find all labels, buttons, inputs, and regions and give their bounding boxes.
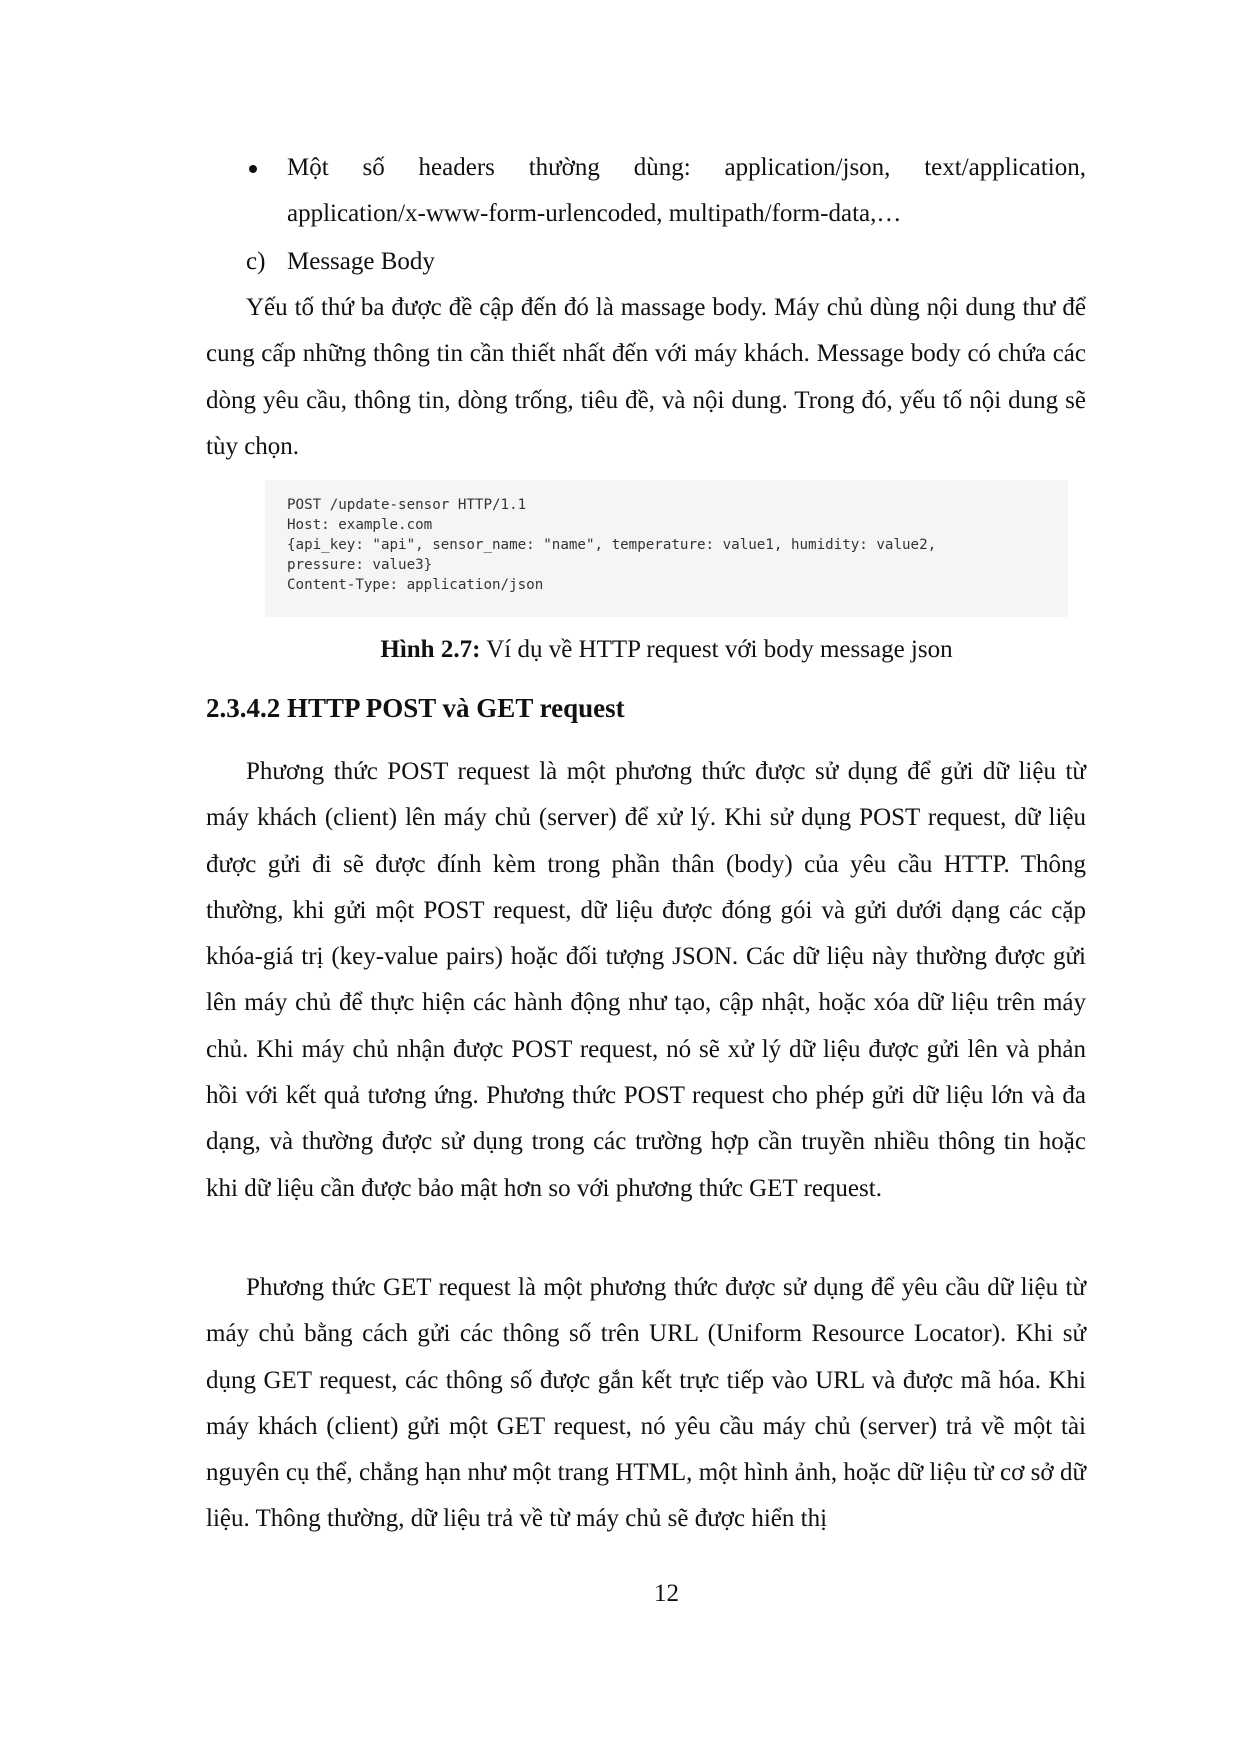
code-line: {api_key: "api", sensor_name: "name", temperature: value1, humidity: value2,: [287, 537, 937, 553]
code-block: [265, 480, 1068, 617]
code-line: Content-Type: application/json: [287, 577, 544, 593]
code-line: pressure: value3}: [287, 557, 433, 573]
bullet-line-2: application/x-www-form-urlencoded, multipath/form-data,…: [287, 200, 902, 227]
caption-text: Ví dụ về HTTP request với body message json: [480, 636, 953, 663]
figure-caption: [0, 633, 1241, 667]
code-line: Host: example.com: [287, 517, 433, 533]
bullet-dot-icon: [249, 165, 257, 173]
subsection-label: Message Body: [287, 248, 435, 275]
paragraph-message-body: Yếu tố thứ ba được đề cập đến đó là massage body. Máy chủ dùng nội dung thư để cung cấp những thông tin cần thiết nhất đến với máy khách. Message body có chứa các dòng yêu cầu, thông tin, dòng trống, tiêu đề, và nội dung. Trong đó, yếu tố nội dung sẽ tùy chọn.: [206, 294, 1086, 460]
caption-label: Hình 2.7:: [380, 636, 481, 663]
section-heading: 2.3.4.2 HTTP POST và GET request: [206, 693, 625, 723]
page-number: 12: [654, 1580, 679, 1607]
subsection-marker: c): [246, 248, 266, 275]
subsection-title: [246, 239, 435, 285]
paragraph-get-request: Phương thức GET request là một phương thức được sử dụng để yêu cầu dữ liệu từ máy chủ bằng cách gửi các thông số trên URL (Uniform Resource Locator). Khi sử dụng GET request, các thông số được gắn kết trực tiếp vào URL và được mã hóa. Khi máy khách (client) gửi một GET request, nó yêu cầu máy chủ (server) trả về một tài nguyên cụ thể, chẳng hạn như một trang HTML, một hình ảnh, hoặc dữ liệu từ cơ sở dữ liệu. Thông thường, dữ liệu trả về từ máy chủ sẽ được hiển thị: [206, 1274, 1086, 1533]
code-line: POST /update-sensor HTTP/1.1: [287, 497, 527, 513]
bullet-item-headers: [246, 145, 1086, 237]
bullet-text: [287, 145, 1086, 237]
bullet-line-1: Một số headers thường dùng: application/json, text/application,: [287, 154, 1086, 181]
paragraph-post-request: Phương thức POST request là một phương thức được sử dụng để gửi dữ liệu từ máy khách (client) lên máy chủ (server) để xử lý. Khi sử dụng POST request, dữ liệu được gửi đi sẽ được đính kèm trong phần thân (body) của yêu cầu HTTP. Thông thường, khi gửi một POST request, dữ liệu được đóng gói và gửi dưới dạng các cặp khóa-giá trị (key-value pairs) hoặc đối tượng JSON. Các dữ liệu này thường được gửi lên máy chủ để thực hiện các hành động như tạo, cập nhật, hoặc xóa dữ liệu trên máy chủ. Khi máy chủ nhận được POST request, nó sẽ xử lý dữ liệu được gửi lên và phản hồi với kết quả tương ứng. Phương thức POST request cho phép gửi dữ liệu lớn và đa dạng, và thường được sử dụng trong các trường hợp cần truyền nhiều thông tin hoặc khi dữ liệu cần được bảo mật hơn so với phương thức GET request.: [206, 758, 1086, 1202]
